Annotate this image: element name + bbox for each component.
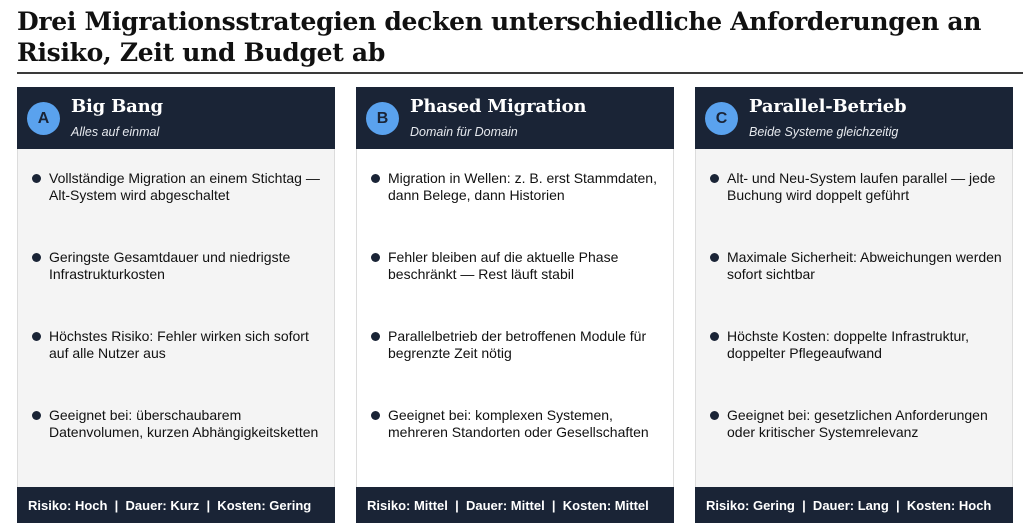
footer-text: Risiko: Gering | Dauer: Lang | Kosten: Hoch [706,497,992,513]
card-header [17,87,335,149]
list-item [708,407,1004,486]
footer-text: Risiko: Hoch | Dauer: Kurz | Kosten: Gering [28,497,312,513]
strategy-card-parallel-betrieb [695,87,1013,521]
list-item [708,328,1004,407]
bullet-dot-icon [371,174,380,183]
bullet-list [369,170,665,486]
bullet-text: Höchste Kosten: doppelte Infrastruktur, doppelter Pflegeaufwand [727,328,970,361]
list-item [30,170,326,249]
bullet-dot-icon [32,174,41,183]
list-item [369,249,665,328]
bullet-list [30,170,326,486]
footer-text: Risiko: Mittel | Dauer: Mittel | Kosten: Mittel [367,497,649,513]
bullet-text: Migration in Wellen: z. B. erst Stammdaten, dann Belege, dann Historien [388,170,657,203]
card-subtitle: Alles auf einmal [71,125,160,139]
bullet-dot-icon [32,253,41,262]
card-footer-summary [17,487,335,523]
list-item [30,328,326,407]
bullet-dot-icon [371,253,380,262]
bullet-dot-icon [371,411,380,420]
bullet-list [708,170,1004,486]
bullet-text: Geringste Gesamtdauer und niedrigste Infrastrukturkosten [49,249,291,282]
list-item [30,407,326,486]
card-header [356,87,674,149]
bullet-text: Fehler bleiben auf die aktuelle Phase beschränkt — Rest läuft stabil [388,249,619,282]
bullet-dot-icon [710,174,719,183]
bullet-dot-icon [32,411,41,420]
page-title: Drei Migrationsstrategien decken unterschiedliche Anforderungen an Risiko, Zeit und Budget ab [17,7,982,67]
bullet-text: Parallelbetrieb der betroffenen Module für begrenzte Zeit nötig [388,328,647,361]
card-title: Phased Migration [410,96,587,117]
badge-a-icon: A [27,102,60,135]
bullet-dot-icon [32,332,41,341]
list-item [708,170,1004,249]
bullet-text: Maximale Sicherheit: Abweichungen werden sofort sichtbar [727,249,1002,282]
title-divider [17,72,1023,74]
card-title: Parallel-Betrieb [749,96,907,117]
card-subtitle: Beide Systeme gleichzeitig [749,125,899,139]
card-title: Big Bang [71,96,163,117]
bullet-dot-icon [371,332,380,341]
strategy-card-big-bang [17,87,335,521]
bullet-text: Höchstes Risiko: Fehler wirken sich sofort auf alle Nutzer aus [49,328,309,361]
list-item [30,249,326,328]
bullet-text: Geeignet bei: überschaubarem Datenvolumen, kurzen Abhängigkeitsketten [49,407,319,440]
card-subtitle: Domain für Domain [410,125,518,139]
list-item [708,249,1004,328]
bullet-dot-icon [710,332,719,341]
bullet-dot-icon [710,411,719,420]
badge-b-icon: B [366,102,399,135]
bullet-dot-icon [710,253,719,262]
card-footer-summary [356,487,674,523]
bullet-text: Vollständige Migration an einem Stichtag — Alt-System wird abgeschaltet [49,170,320,203]
list-item [369,407,665,486]
bullet-text: Geeignet bei: komplexen Systemen, mehreren Standorten oder Gesellschaften [388,407,649,440]
list-item [369,328,665,407]
strategy-card-phased-migration [356,87,674,521]
bullet-text: Geeignet bei: gesetzlichen Anforderungen oder kritischer Systemrelevanz [727,407,988,440]
bullet-text: Alt- und Neu-System laufen parallel — jede Buchung wird doppelt geführt [727,170,996,203]
card-footer-summary [695,487,1013,523]
badge-c-icon: C [705,102,738,135]
card-header [695,87,1013,149]
list-item [369,170,665,249]
